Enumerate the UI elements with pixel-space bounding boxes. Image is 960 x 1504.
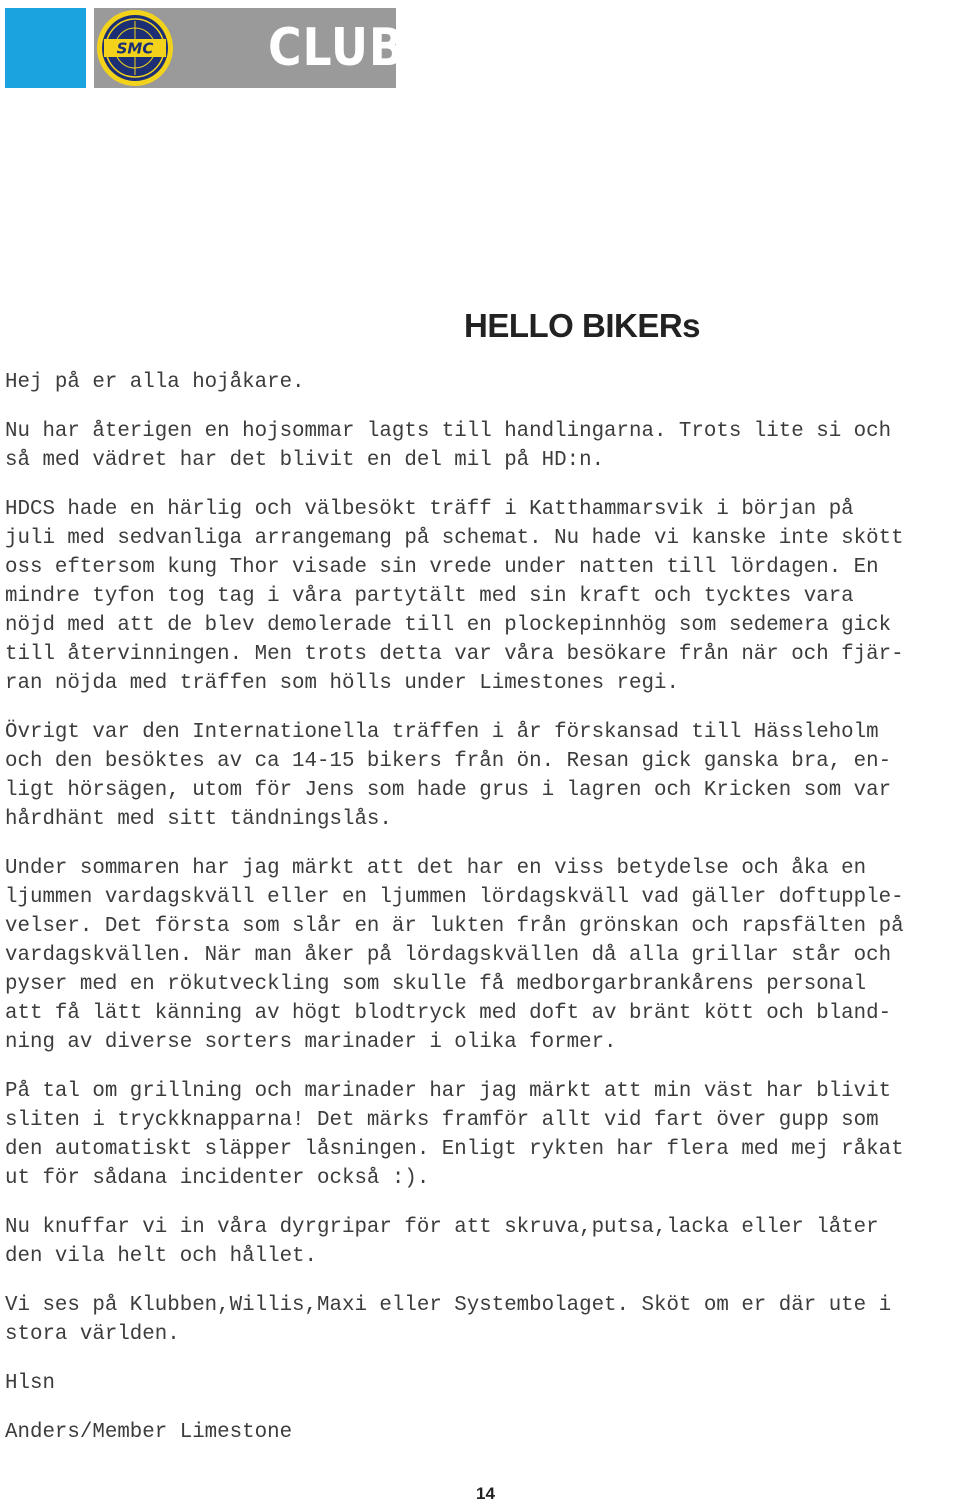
paragraph: På tal om grillning och marinader har jag märkt att min väst har blivit sliten i tryckknapparna! Det märks framför allt vid fart över gupp som den automatiskt släpper låsningen. Enligt rykten har flera med mej råkat ut för sådana incidenter också :).	[5, 1080, 904, 1190]
letter-body	[5, 368, 960, 1467]
closing: Hlsn	[5, 1372, 55, 1395]
header-banner	[5, 8, 405, 88]
paragraph: Övrigt var den Internationella träffen i år förskansad till Hässleholm och den besöktes av ca 14-15 bikers från ön. Resan gick ganska bra, en- ligt hörsägen, utom för Jens som hade grus i lagren och Kricken som var hårdhänt med sitt tändningslås.	[5, 721, 892, 831]
logo-text: SMC	[116, 39, 154, 58]
paragraph-greeting: Hej på er alla hojåkare.	[5, 371, 305, 394]
paragraph: Vi ses på Klubben,Willis,Maxi eller Systembolaget. Sköt om er där ute i stora världen.	[5, 1294, 892, 1346]
paragraph: Nu har återigen en hojsommar lagts till handlingarna. Trots lite si och så med vädret har det blivit en del mil på HD:n.	[5, 420, 892, 472]
club-label: CLUB	[268, 18, 405, 78]
paragraph: Under sommaren har jag märkt att det har en viss betydelse och åka en ljummen vardagskväll eller en ljummen lördagskväll vad gäller doftupple- velser. Det första som slår en är lukten från grönskan och rapsfälten på vardagskvällen. När man åker på lördagskvällen då alla grillar står och pyser med en rökutveckling som skulle få medborgarbrankårens personal att få lätt känning av högt blodtryck med doft av bränt kött och bland- ning av diverse sorters marinader i olika former.	[5, 857, 904, 1054]
signature: Anders/Member Limestone	[5, 1421, 293, 1444]
paragraph: Nu knuffar vi in våra dyrgripar för att skruva,putsa,lacka eller låter den vila helt och hållet.	[5, 1216, 879, 1268]
smc-logo-icon	[96, 9, 174, 87]
blue-block	[5, 8, 86, 88]
page-number: 14	[476, 1484, 495, 1503]
paragraph: HDCS hade en härlig och välbesökt träff i Katthammarsvik i början på juli med sedvanliga arrangemang på schemat. Nu hade vi kanske inte skött oss eftersom kung Thor visade sin vrede under natten till lördagen. En mindre tyfon tog tag i våra partytält med sin kraft och tycktes vara nöjd med att de blev demolerade till en plockepinnhög som sedemera gick till återvinningen. Men trots detta var våra besökare från när och fjär- ran nöjda med träffen som hölls under Limestones regi.	[5, 498, 904, 695]
club-banner	[94, 8, 405, 88]
page-title: HELLO BIKERs	[464, 307, 701, 344]
